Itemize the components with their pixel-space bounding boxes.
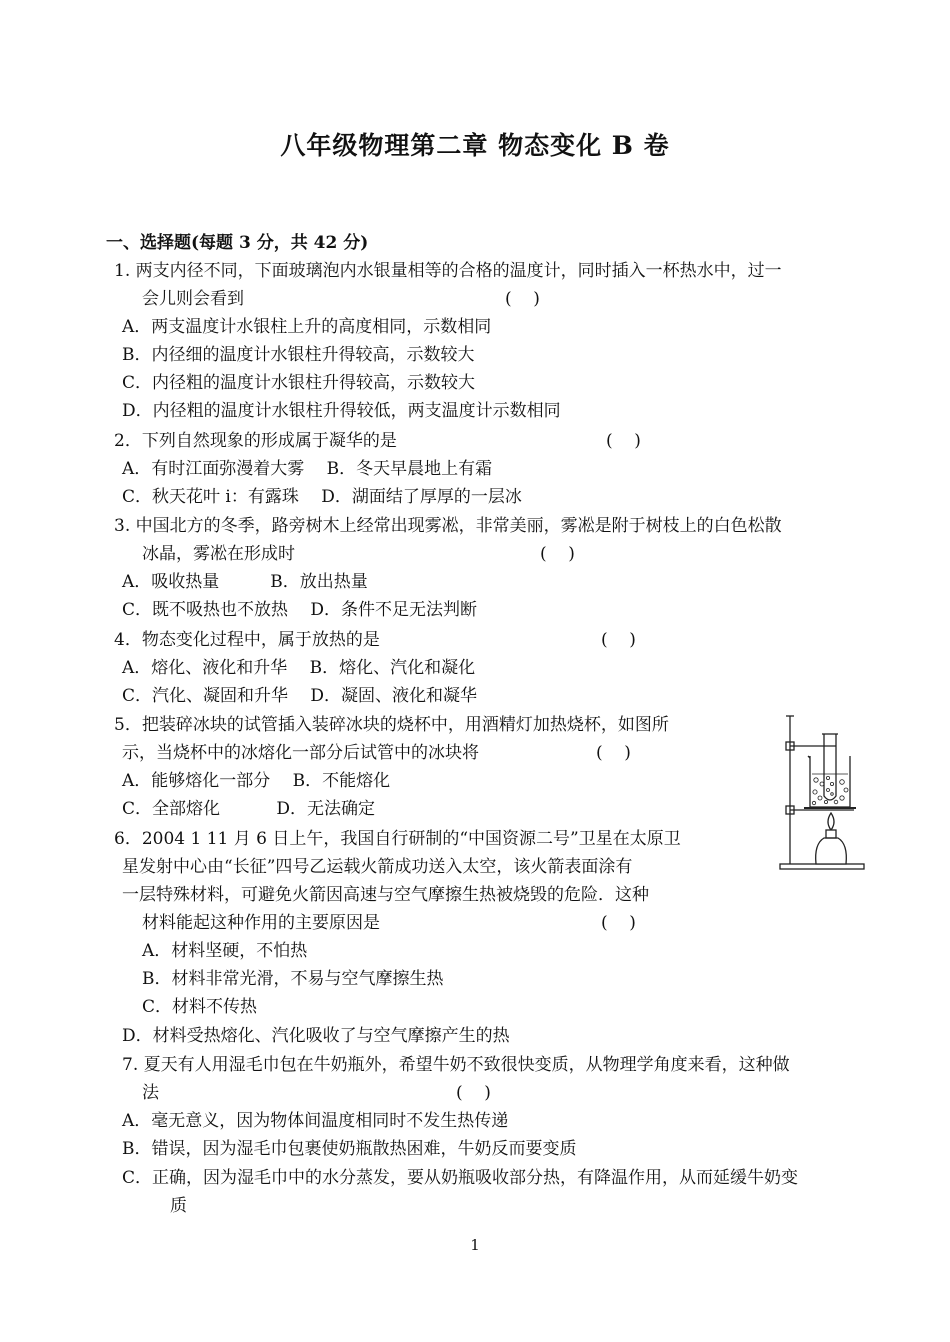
q5-stem-line2: 示，当烧杯中的冰熔化一部分后试管中的冰块将	[122, 743, 479, 763]
q3-stem-line2: 冰晶，雾凇在形成时	[142, 544, 295, 564]
q7-option-b: B．错误，因为湿毛巾包裹使奶瓶散热困难，牛奶反而要变质	[122, 1139, 577, 1159]
q1-option-b: B．内径细的温度计水银柱升得较高，示数较大	[122, 345, 475, 365]
lab-apparatus-figure	[776, 712, 868, 872]
q3-options-ab: A．吸收热量 B．放出热量	[122, 572, 368, 592]
q1-answer-blank: ( )	[505, 289, 540, 309]
q6-option-d: D．材料受热熔化、汽化吸收了与空气摩擦产生的热	[122, 1026, 510, 1046]
q7-stem-line2: 法	[142, 1083, 159, 1103]
q6-option-a: A．材料坚硬，不怕热	[142, 941, 308, 961]
q4-options-ab: A．熔化、液化和升华 B．熔化、汽化和凝化	[122, 658, 476, 678]
q6-stem-line1: 6．2004 1 11 月 6 日上午，我国自行研制的“中国资源二号”卫星在太原卫	[114, 829, 681, 849]
q6-stem-line2: 星发射中心由“长征”四号乙运载火箭成功送入太空，该火箭表面涂有	[122, 857, 633, 877]
q6-answer-blank: ( )	[601, 913, 636, 933]
q5-options-cd: C．全部熔化 D．无法确定	[122, 799, 376, 819]
q3-answer-blank: ( )	[540, 544, 575, 564]
q2-stem: 2．下列自然现象的形成属于凝华的是	[114, 431, 397, 451]
q1-option-a: A．两支温度计水银柱上升的高度相同，示数相同	[122, 317, 492, 337]
q1-option-c: C．内径粗的温度计水银柱升得较高，示数较大	[122, 373, 476, 393]
q2-answer-blank: ( )	[606, 431, 641, 451]
q5-options-ab: A．能够熔化一部分 B．不能熔化	[122, 771, 391, 791]
q7-answer-blank: ( )	[456, 1083, 491, 1103]
q6-option-b: B．材料非常光滑，不易与空气摩擦生热	[142, 969, 444, 989]
q4-answer-blank: ( )	[601, 630, 636, 650]
q5-answer-blank: ( )	[596, 743, 631, 763]
q3-options-cd: C．既不吸热也不放热 D．条件不足无法判断	[122, 600, 478, 620]
q7-option-c-line1: C．正确，因为湿毛巾中的水分蒸发，要从奶瓶吸收部分热，有降温作用，从而延缓牛奶变	[122, 1168, 799, 1188]
q6-stem-line3: 一层特殊材料，可避免火箭因高速与空气摩擦生热被烧毁的危险．这种	[122, 885, 649, 905]
q6-stem-line4: 材料能起这种作用的主要原因是	[142, 913, 380, 933]
page-title: 八年级物理第二章 物态变化 B 卷	[280, 131, 670, 160]
section-heading: 一、选择题(每题 3 分，共 42 分)	[106, 233, 369, 253]
q1-option-d: D．内径粗的温度计水银柱升得较低，两支温度计示数相同	[122, 401, 561, 421]
q7-option-a: A．毫无意义，因为物体间温度相同时不发生热传递	[122, 1111, 509, 1131]
page-number: 1	[470, 1236, 480, 1254]
q7-stem-line1: 7. 夏天有人用湿毛巾包在牛奶瓶外，希望牛奶不致很快变质，从物理学角度来看，这种做	[122, 1055, 790, 1075]
q2-options-cd: C．秋天花叶 i：有露珠 D．湖面结了厚厚的一层冰	[122, 487, 522, 507]
q6-option-c: C．材料不传热	[142, 997, 258, 1017]
q7-option-c-line2: 质	[170, 1196, 187, 1216]
q2-options-ab: A．有时江面弥漫着大雾 B．冬天早晨地上有霜	[122, 459, 493, 479]
q4-options-cd: C．汽化、凝固和升华 D．凝固、液化和凝华	[122, 686, 478, 706]
q1-stem-line2: 会儿则会看到	[142, 289, 244, 309]
q1-stem-line1: 1. 两支内径不同，下面玻璃泡内水银量相等的合格的温度计，同时插入一杯热水中，过一	[114, 261, 782, 281]
q5-stem-line1: 5．把装碎冰块的试管插入装碎冰块的烧杯中，用酒精灯加热烧杯，如图所	[114, 715, 669, 735]
q4-stem: 4．物态变化过程中，属于放热的是	[114, 630, 380, 650]
q3-stem-line1: 3. 中国北方的冬季，路旁树木上经常出现雾凇，非常美丽，雾凇是附于树枝上的白色松散	[114, 516, 782, 536]
